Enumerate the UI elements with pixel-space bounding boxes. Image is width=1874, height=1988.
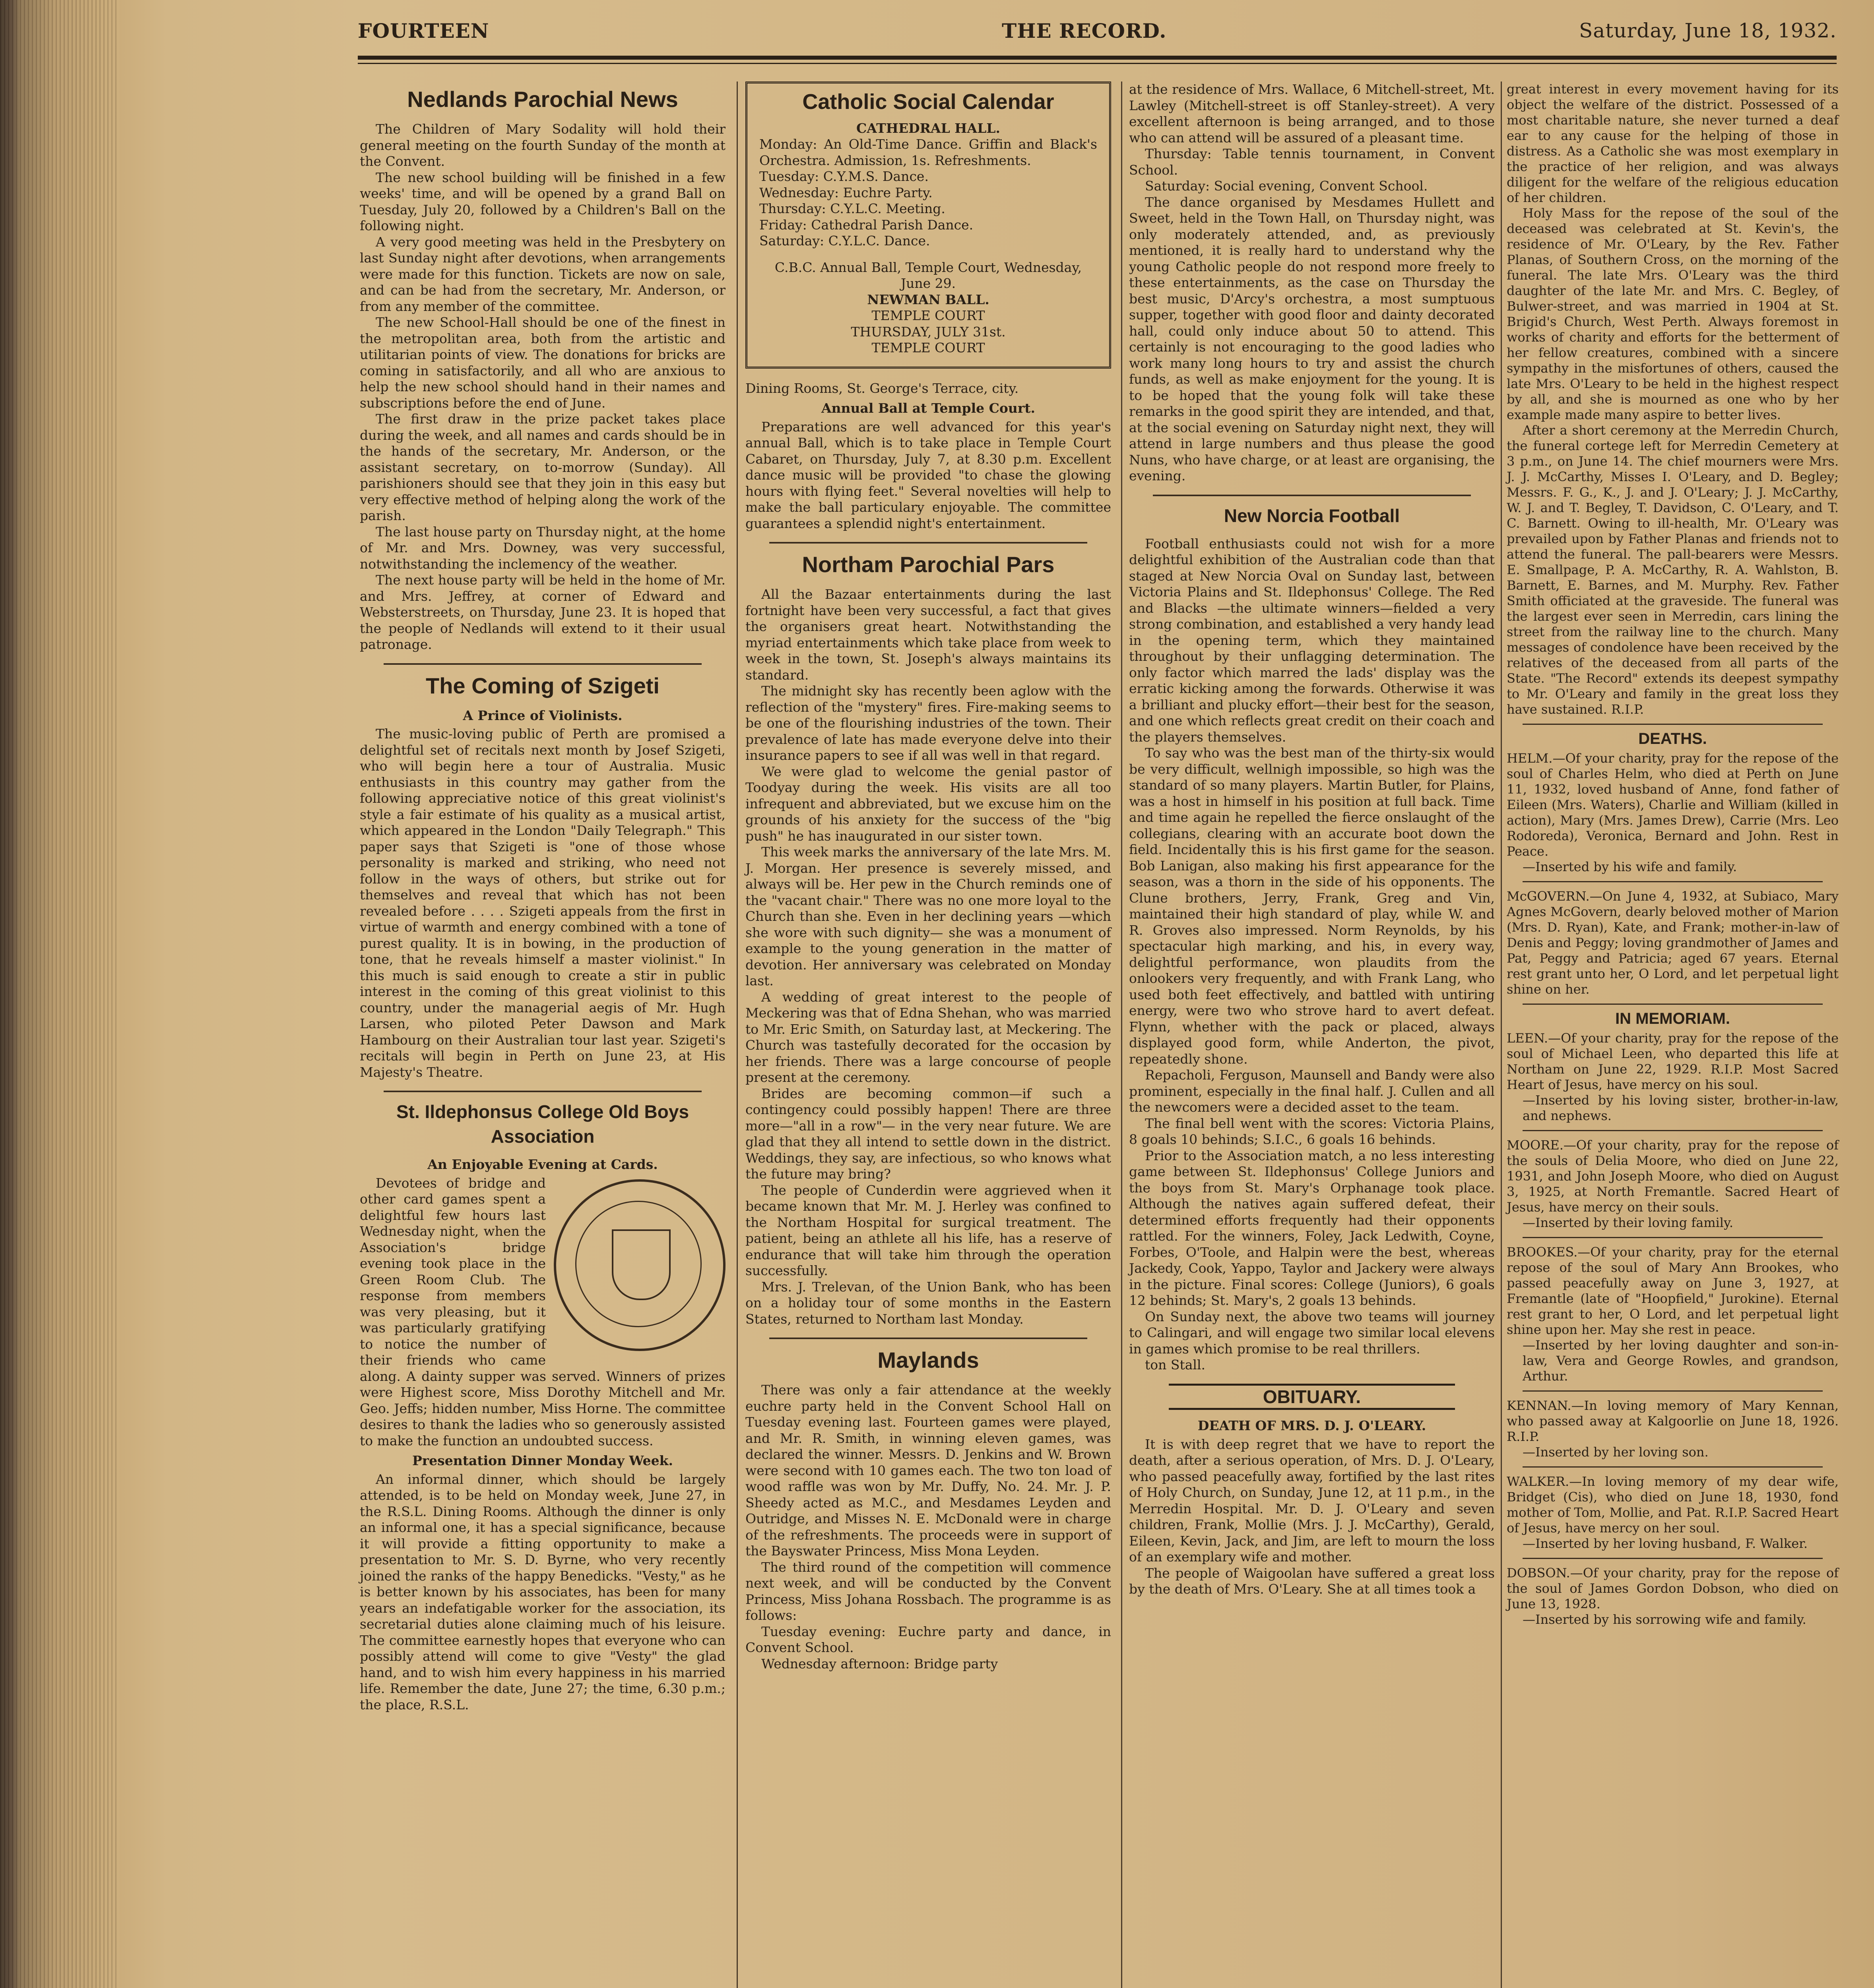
calendar-line: Friday: Cathedral Parish Dance. (759, 217, 974, 233)
headline-ildephonsus: St. Ildephonsus College Old Boys Association (396, 1101, 689, 1147)
calendar-newman-line: TEMPLE COURT (871, 340, 985, 355)
paragraph: Preparations are well advanced for this year's annual Ball, which is to take place in Temple Court Cabaret, on Thursday, July 7, at 8.30 p.m. Excellent dance music will be provided "to chase the glowing hours with flying feet." Several novelties will help to make the ball particulary enjoyable. The committee guarantees a splendid night's entertainment. (745, 419, 1111, 531)
paragraph: Thursday: Table tennis tournament, in Convent School. (1129, 146, 1495, 178)
notice-inserted-by: —Inserted by his wife and family. (1523, 859, 1737, 874)
notice-text: BROOKES.—Of your charity, pray for the eternal repose of the soul of Mary Ann Brookes, who passed peacefully away on June 3, 1927, at Fremantle (late of "Hoopfield," Jurokine). Eternal rest grant to her, O Lord, and let perpetual light shine upon her. May she rest in peace. (1507, 1244, 1839, 1337)
paragraph: It is with deep regret that we have to report the death, after a serious operation, of Mrs. D. J. O'Leary, who passed peacefully away, fortified by the last rites of Holy Church, on Sunday, June 12, at 11 p.m., in the Merredin Hospital. Mr. D. J. O'Leary and seven children, Frank, Mollie (Mrs. J. J. McCarthy), Gerald, Eileen, Kevin, Jack, and Jim, are left to mourn the loss of an exemplary wife and mother. (1129, 1436, 1495, 1565)
paragraph: A wedding of great interest to the people of Meckering was that of Edna Shehan, who was married to Mr. Eric Smith, on Saturday last, at Meckering. The Church was tastefully decorated for the occasion by her friends. There was a large concourse of people present at the ceremony. (745, 989, 1111, 1085)
calendar-hall: CATHEDRAL HALL. (856, 120, 1000, 136)
headline-in-memoriam: IN MEMORIAM. (1615, 1010, 1730, 1027)
headline-deaths: DEATHS. (1638, 730, 1707, 747)
paragraph: To say who was the best man of the thirty-six would be very difficult, wellnigh impossible, so high was the standard of so many players. Martin Butler, for Plains, was a host in himself in his position at full back. Time and time again he repelled the fierce onslaught of the collegians, clearing with an accurate boot down the field. Incidentally this is his first game for the season. Bob Lanigan, also making his first appearance for the season, was a thorn in the side of his opponents. The Clune brothers, Jerry, Frank, Greg and Vin, maintained their high standard of play, while W. and R. Groves also impressed. Norm Reynolds, by his spectacular high marking, and his, in every way, delightful performance, won plaudits from the onlookers very frequently, and with Frank Lang, who used both feet effectively, and battled with untiring energy, were two who strove hard to avert defeat. Flynn, whether with the pack or placed, always displayed good form, while Anderton, the pivot, repeatedly shone. (1129, 745, 1495, 1067)
paragraph: The last house party on Thursday night, at the home of Mr. and Mrs. Downey, was very successful, notwithstanding the inclemency of the weather. (360, 524, 726, 572)
notice-inserted-by: —Inserted by her loving son. (1523, 1444, 1709, 1460)
paragraph: The third round of the competition will commence next week, and will be conducted by the Convent Princess, Miss Johana Rossbach. The programme is as follows: (745, 1559, 1111, 1623)
section-divider (769, 542, 1087, 544)
column-4 (1507, 82, 1839, 1627)
paragraph: We were glad to welcome the genial pastor of Toodyay during the week. His visits are all too infrequent and abbreviated, but we excuse him on the grounds of his anxiety for the success of the "big push" he has inaugurated in our sister town. (745, 763, 1111, 844)
paragraph: Holy Mass for the repose of the soul of the deceased was celebrated at St. Kevin's, the residence of Mr. O'Leary, by the Rev. Father Planas, of Southern Cross, on the morning of the funeral. The late Mrs. O'Leary was the third daughter of the late Mr. and Mrs. C. Begley, of Bulwer-street, and was married in 1904 at St. Brigid's Church, West Perth. Always foremost in works of charity and efforts for the betterment of her fellow creatures, combined with a sincere sympathy in the misfortunes of others, caused the late Mrs. O'Leary to be held in the highest respect by all, and she is mourned as one who by her example made many aspire to better lives. (1507, 206, 1839, 422)
subhead-szigeti: A Prince of Violinists. (463, 707, 623, 723)
notice-text: KENNAN.—In loving memory of Mary Kennan, who passed away at Kalgoorlie on June 18, 1926. R.I.P. (1507, 1398, 1839, 1444)
section-divider (1523, 1130, 1823, 1131)
paragraph: The first draw in the prize packet takes place during the week, and all names and cards should be in the hands of the secretary, Mr. Anderson, or the assistant secretary, on to-morrow (Sunday). All parishioners should see that they join in this easy but very effective method of helping along the work of the parish. (360, 411, 726, 523)
column-1 (360, 82, 726, 1713)
shield-icon (612, 1229, 671, 1300)
paragraph: There was only a fair attendance at the weekly euchre party held in the Convent School Hall on Tuesday evening last. Fourteen games were played, and Mr. R. Smith, in winning eleven games, was declared the winner. Messrs. D. Jenkins and W. Brown were second with 10 games each. The two ton load of wood raffle was won by Mr. Duffy, No. 24. Mr. J. P. Sheedy acted as M.C., and Mesdames Leyden and Outridge, and Misses N. E. McDonald were in charge of the refreshments. The proceeds were in support of the Bayswater Princess, Miss Mona Leyden. (745, 1382, 1111, 1559)
paragraph: great interest in every movement having for its object the welfare of the district. Possessed of a most charitable nature, she never turned a deaf ear to any cause for the helping of those in distress. As a Catholic she was most exemplary in the practice of her religion, and was always diligent for the welfare of the religious education of her children. (1507, 82, 1839, 205)
headline-northam: Northam Parochial Pars (802, 552, 1055, 577)
social-calendar-box (745, 82, 1111, 369)
paragraph: Wednesday afternoon: Bridge party (761, 1656, 998, 1672)
memoriam-notice (1507, 1565, 1839, 1627)
notice-text: McGOVERN.—On June 4, 1932, at Subiaco, Mary Agnes McGovern, dearly beloved mother of Marion (Mrs. D. Ryan), Kate, and Frank; mother-in-law of Denis and Peggy; loving grandmother of James and Pat, Peggy and Patricia; aged 67 years. Eternal rest grant unto her, O Lord, and let perpetual light shine on her. (1507, 889, 1839, 997)
paragraph: Tuesday evening: Euchre party and dance, in Convent School. (745, 1623, 1111, 1655)
notice-text: LEEN.—Of your charity, pray for the repose of the soul of Michael Leen, who departed this life at Northam on June 22, 1929. R.I.P. Most Sacred Heart of Jesus, have mercy on his soul. (1507, 1031, 1839, 1092)
paragraph: The people of Cunderdin were aggrieved when it became known that Mr. M. J. Herley was confined to the Northam Hospital for surgical treatment. The patient, being an athlete all his life, has a reserve of endurance that will take him through the operation successfully. (745, 1182, 1111, 1278)
paragraph: The Children of Mary Sodality will hold their general meeting on the fourth Sunday of the month at the Convent. (360, 121, 726, 169)
article-nedlands (360, 121, 726, 653)
column-2 (745, 82, 1111, 1672)
section-divider (1523, 1390, 1823, 1392)
column-rule (1121, 82, 1122, 1988)
headline-new-norcia: New Norcia Football (1224, 505, 1400, 526)
headline-szigeti: The Coming of Szigeti (426, 673, 660, 698)
section-divider (384, 1091, 702, 1092)
paragraph: The dance organised by Mesdames Hullett and Sweet, held in the Town Hall, on Thursday night, was only moderately attended, and, as previously mentioned, it is really hard to understand why the young Catholic people do not respond more freely to these entertainments, as the case on Thursday the best music, D'Arcy's orchestra, a most sumptuous supper, together with good floor and dainty decorated hall, could only induce about 50 to attend. This certainly is not encouraging to the good ladies who work many long hours to try and assist the church funds, as well as make enjoyment for the young. It is to be hoped that the young folk will take these remarks in the good spirit they are intended, and that, at the social evening on Saturday night next, they will attend in large numbers and thus please the good Nuns, who have charge, or at least are organising, the evening. (1129, 194, 1495, 483)
calendar-newman-line: TEMPLE COURT (871, 308, 985, 323)
paragraph: A very good meeting was held in the Presbytery on last Sunday night after devotions, when arrangements were made for this function. Tickets are now on sale, and can be had from the secretary, Mr. Anderson, or from any member of the committee. (360, 234, 726, 314)
subhead-dinner: Presentation Dinner Monday Week. (412, 1453, 673, 1468)
memoriam-notice (1507, 1474, 1839, 1551)
calendar-line: Thursday: C.Y.L.C. Meeting. (759, 201, 945, 216)
paragraph: The new School-Hall should be one of the finest in the metropolitan area, both from the artistic and utilitarian points of view. The donations for bricks are coming in satisfactorily, and all who are anxious to help the new school should hand in their names and subscriptions before the end of June. (360, 315, 726, 411)
section-divider (1523, 1237, 1823, 1238)
section-divider (1153, 495, 1471, 496)
paragraph: This week marks the anniversary of the late Mrs. M. J. Morgan. Her presence is severely missed, and always will be. Her pew in the Church reminds one of the "vacant chair." There was no one more loyal to the Church than she. Even in her declining years —which she wore with such dignity— she was a monument of example to the young generation in the matter of devotion. Her anniversary was celebrated on Monday last. (745, 844, 1111, 988)
paragraph: Football enthusiasts could not wish for a more delightful exhibition of the Australian code than that staged at New Norcia Oval on Sunday last, between Victoria Plains and St. Ildephonsus' College. The Red and Blacks —the ultimate winners—fielded a very strong combination, and established a very handy lead in the opening term, which they maintained throughout by their unflagging determination. The only factor which marred the lads' display was the erratic kicking among the forwards. Otherwise it was a brilliant and plucky effort—their best for the season, and one which reflects great credit on their coach and the players themselves. (1129, 536, 1495, 745)
column-rule (1501, 82, 1502, 1988)
section-divider (1523, 1004, 1823, 1005)
memoriam-notice (1507, 1138, 1839, 1231)
calendar-newman: NEWMAN BALL. (867, 291, 989, 307)
paragraph: After a short ceremony at the Merredin Church, the funeral cortege left for Merredin Cemetery at 3 p.m., on June 14. The chief mourners were Mrs. J. J. McCarthy, Misses I. O'Leary, and D. Begley; Messrs. F. G., K., J. and J. O'Leary; J. J. McCarthy, W. J. and T. Begley, T. Davidson, C. O'Leary, and T. C. Barnett. Owing to ill-health, Mr. O'Leary was prevailed upon by Father Planas and friends not to attend the funeral. The pall-bearers were Messrs. E. Smallpage, P. A. McCarthy, R. A. Wahlston, B. Barnett, E. Barnes, and M. Murphy. Rev. Father Smith officiated at the graveside. The funeral was the largest ever seen in Merredin, cars lining the street from the railway line to the church. Many messages of condolence have been received by the relatives of the deceased from all parts of the State. "The Record" extends its deepest sympathy to Mr. O'Leary and family in the great loss they have sustained. R.I.P. (1507, 423, 1839, 717)
paragraph: The music-loving public of Perth are promised a delightful set of recitals next month by Josef Szigeti, who will begin here a tour of Australia. Music enthusiasts in this country may gather from the following appreciative notice of this great violinist's style a fair estimate of his quality as a musical artist, which appeared in the London "Daily Telegraph." This paper says that Szigeti is "one of those whose personality is marked and striking, who need not follow in the ways of others, but strike out for themselves and reveal that which has not been revealed before . . . . Szigeti appeals from the first in virtue of warmth and energy combined with a tone of purest quality. It is in bowing, in the production of tone, that he reveals himself a master violinist." In this much is said enough to create a stir in public interest in the coming of this great violinist to this country, under the managerial aegis of Mr. Hugh Larsen, who piloted Peter Dawson and Mark Hambourg on their Australian tour last year. Szigeti's recitals will begin in Perth on June 23, at His Majesty's Theatre. (360, 726, 726, 1080)
paragraph: Brides are becoming common—if such a contingency could possibly happen! There are three more—"all in a row"— in the very near future. We are glad that they all intend to settle down in the district. Weddings, they say, are infectious, so who knows what the future may bring? (745, 1085, 1111, 1182)
subhead-obituary: DEATH OF MRS. D. J. O'LEARY. (1197, 1418, 1426, 1433)
column-3 (1129, 82, 1495, 1598)
paragraph: Saturday: Social evening, Convent School. (1145, 178, 1428, 194)
college-seal-emblem (554, 1179, 726, 1351)
calendar-line: Monday: An Old-Time Dance. Griffin and Black's Orchestra. Admission, 1s. Refreshments. (759, 136, 1097, 168)
subhead-annual-ball: Annual Ball at Temple Court. (821, 400, 1036, 416)
calendar-line: Tuesday: C.Y.M.S. Dance. (759, 169, 929, 184)
notice-inserted-by: —Inserted by his sorrowing wife and family. (1523, 1612, 1806, 1627)
paragraph: Devotees of bridge and other card games spent a delightful few hours last Wednesday night, when the Association's bridge evening took place in the Green Room Club. The response from members was very pleasing, but it was particularly gratifying to notice the number of their friends who came along. A dainty supper was served. Winners of prizes were Highest score, Miss Dorothy Mitchell and Mr. Geo. Jeffs; hidden number, Miss Horne. The committee desires to thank the ladies who so generously assisted to make the function an undoubted success. (360, 1175, 726, 1448)
calendar-newman-line: THURSDAY, JULY 31st. (851, 324, 1006, 340)
paragraph: The people of Waigoolan have suffered a great loss by the death of Mrs. O'Leary. She at all times took a (1129, 1565, 1495, 1597)
headline-nedlands: Nedlands Parochial News (407, 87, 678, 112)
memoriam-notice (1507, 1031, 1839, 1124)
book-binding (0, 0, 119, 1988)
notice-inserted-by: —Inserted by her loving husband, F. Walker. (1523, 1536, 1808, 1551)
subhead-cards: An Enjoyable Evening at Cards. (427, 1157, 658, 1172)
calendar-line: Saturday: C.Y.L.C. Dance. (759, 233, 930, 248)
column-rule (737, 82, 738, 1988)
section-divider (1523, 1558, 1823, 1559)
death-notice (1507, 889, 1839, 997)
headline-obituary: OBITUARY. (1169, 1384, 1455, 1410)
paragraph: The new school building will be finished in a few weeks' time, and will be opened by a grand Ball on Tuesday, July 20, followed by a Children's Ball on the following night. (360, 169, 726, 233)
notice-text: MOORE.—Of your charity, pray for the repose of the souls of Delia Moore, who died on June 22, 1931, and John Joseph Moore, who died on August 3, 1925, at North Fremantle. Sacred Heart of Jesus, have mercy on their souls. (1507, 1138, 1839, 1215)
notice-inserted-by: —Inserted by her loving daughter and son-in-law, Vera and George Rowles, and grandson, Arthur. (1523, 1338, 1839, 1384)
paragraph: Mrs. J. Trelevan, of the Union Bank, who has been on a holiday tour of some months in the Eastern States, returned to Northam last Monday. (745, 1279, 1111, 1327)
newspaper-title: THE RECORD. (1002, 19, 1167, 43)
memoriam-notice (1507, 1398, 1839, 1460)
notice-inserted-by: —Inserted by his loving sister, brother-in-law, and nephews. (1523, 1093, 1839, 1123)
memoriam-notice (1507, 1244, 1839, 1384)
masthead (358, 19, 1837, 51)
issue-date: Saturday, June 18, 1932. (1579, 19, 1837, 42)
paragraph: ton Stall. (1145, 1357, 1206, 1373)
section-divider (1523, 1466, 1823, 1468)
section-divider (384, 663, 702, 665)
page-number: FOURTEEN (358, 19, 489, 43)
paragraph: All the Bazaar entertainments during the last fortnight have been very successful, a fact that gives the organisers great heart. Notwithstanding the myriad entertainments which take place from week to week in the town, St. Joseph's always maintains its standard. (745, 586, 1111, 683)
masthead-rule-thin (358, 63, 1837, 64)
notice-inserted-by: —Inserted by their loving family. (1523, 1215, 1734, 1230)
calendar-line: Wednesday: Euchre Party. (759, 184, 933, 200)
paragraph: at the residence of Mrs. Wallace, 6 Mitchell-street, Mt. Lawley (Mitchell-street is off Stanley-street). A very excellent afternoon is being arranged, and to those who can attend will be assured of a pleasant time. (1129, 82, 1495, 146)
calendar-title: Catholic Social Calendar (802, 90, 1054, 114)
paragraph: Repacholi, Ferguson, Maunsell and Bandy were also prominent, especially in the final half. J. Cullen and all the newcomers were a decided asset to the team. (1129, 1067, 1495, 1115)
notice-text: DOBSON.—Of your charity, pray for the repose of the soul of James Gordon Dobson, who died on June 13, 1928. (1507, 1565, 1839, 1611)
notice-text: HELM.—Of your charity, pray for the repose of the soul of Charles Helm, who died at Perth on June 11, 1932, loved husband of Anne, fond father of Eileen (Mrs. Waters), Charlie and William (killed in action), Mary (Mrs. James Drew), Carrie (Mrs. Leo Rodoreda), Veronica, Bernard and John. Rest in Peace. (1507, 751, 1839, 859)
paragraph-continued: Dining Rooms, St. George's Terrace, city. (745, 380, 1019, 396)
paragraph: An informal dinner, which should be largely attended, is to be held on Monday week, June 27, in the R.S.L. Dining Rooms. Although the dinner is only an informal one, it has a special significance, because it will provide a fitting opportunity to make a presentation to Mr. S. D. Byrne, who very recently joined the ranks of the happy Benedicks. "Vesty," as he is better known by his associates, has been for many years an indefatigable worker for the association, its secretarial duties alone claiming much of his leisure. The committee earnestly hopes that everyone who can possibly attend will come to give "Vesty" the glad hand, and to wish him every happiness in his married life. Remember the date, June 27; the time, 6.30 p.m.; the place, R.S.L. (360, 1471, 726, 1712)
paragraph: The final bell went with the scores: Victoria Plains, 8 goals 10 behinds; S.I.C., 6 goals 16 behinds. (1129, 1115, 1495, 1147)
paragraph: The next house party will be held in the home of Mr. and Mrs. Jeffrey, at corner of Edward and Websterstreets, on Thursday, June 23. It is hoped that the people of Nedlands will extend to it their usual patronage. (360, 572, 726, 652)
masthead-rule (358, 56, 1837, 60)
calendar-cbc: C.B.C. Annual Ball, Temple Court, Wednesday, June 29. (774, 259, 1082, 291)
paragraph: Prior to the Association match, a no less interesting game between St. Ildephonsus' College Juniors and the boys from St. Mary's Orphanage took place. Although the natives again suffered defeat, their determined efforts frequently had their opponents rattled. For the winners, Foley, Jack Ledwith, Coyne, Forbes, O'Toole, and Halpin were the best, whereas Jackedy, Cook, Yappo, Taylor and Jackery were always in the picture. Final scores: College (Juniors), 6 goals 12 behinds; St. Mary's, 2 goals 13 behinds. (1129, 1147, 1495, 1308)
section-divider (769, 1338, 1087, 1339)
notice-text: WALKER.—In loving memory of my dear wife, Bridget (Cis), who died on June 18, 1930, fond mother of Tom, Mollie, and Pat. R.I.P. Sacred Heart of Jesus, have mercy on her soul. (1507, 1474, 1839, 1536)
section-divider (1523, 724, 1823, 725)
paragraph: The midnight sky has recently been aglow with the reflection of the "mystery" fires. Fire-making seems to be one of the flourishing industries of the town. Their prevalence of late has made everyone delve into their insurance papers to see if all was well in that regard. (745, 683, 1111, 763)
section-divider (1523, 881, 1823, 882)
paragraph: On Sunday next, the above two teams will journey to Calingari, and will engage two similar local elevens in games which promise to be real thrillers. (1129, 1309, 1495, 1357)
death-notice (1507, 751, 1839, 875)
headline-maylands: Maylands (877, 1347, 979, 1373)
